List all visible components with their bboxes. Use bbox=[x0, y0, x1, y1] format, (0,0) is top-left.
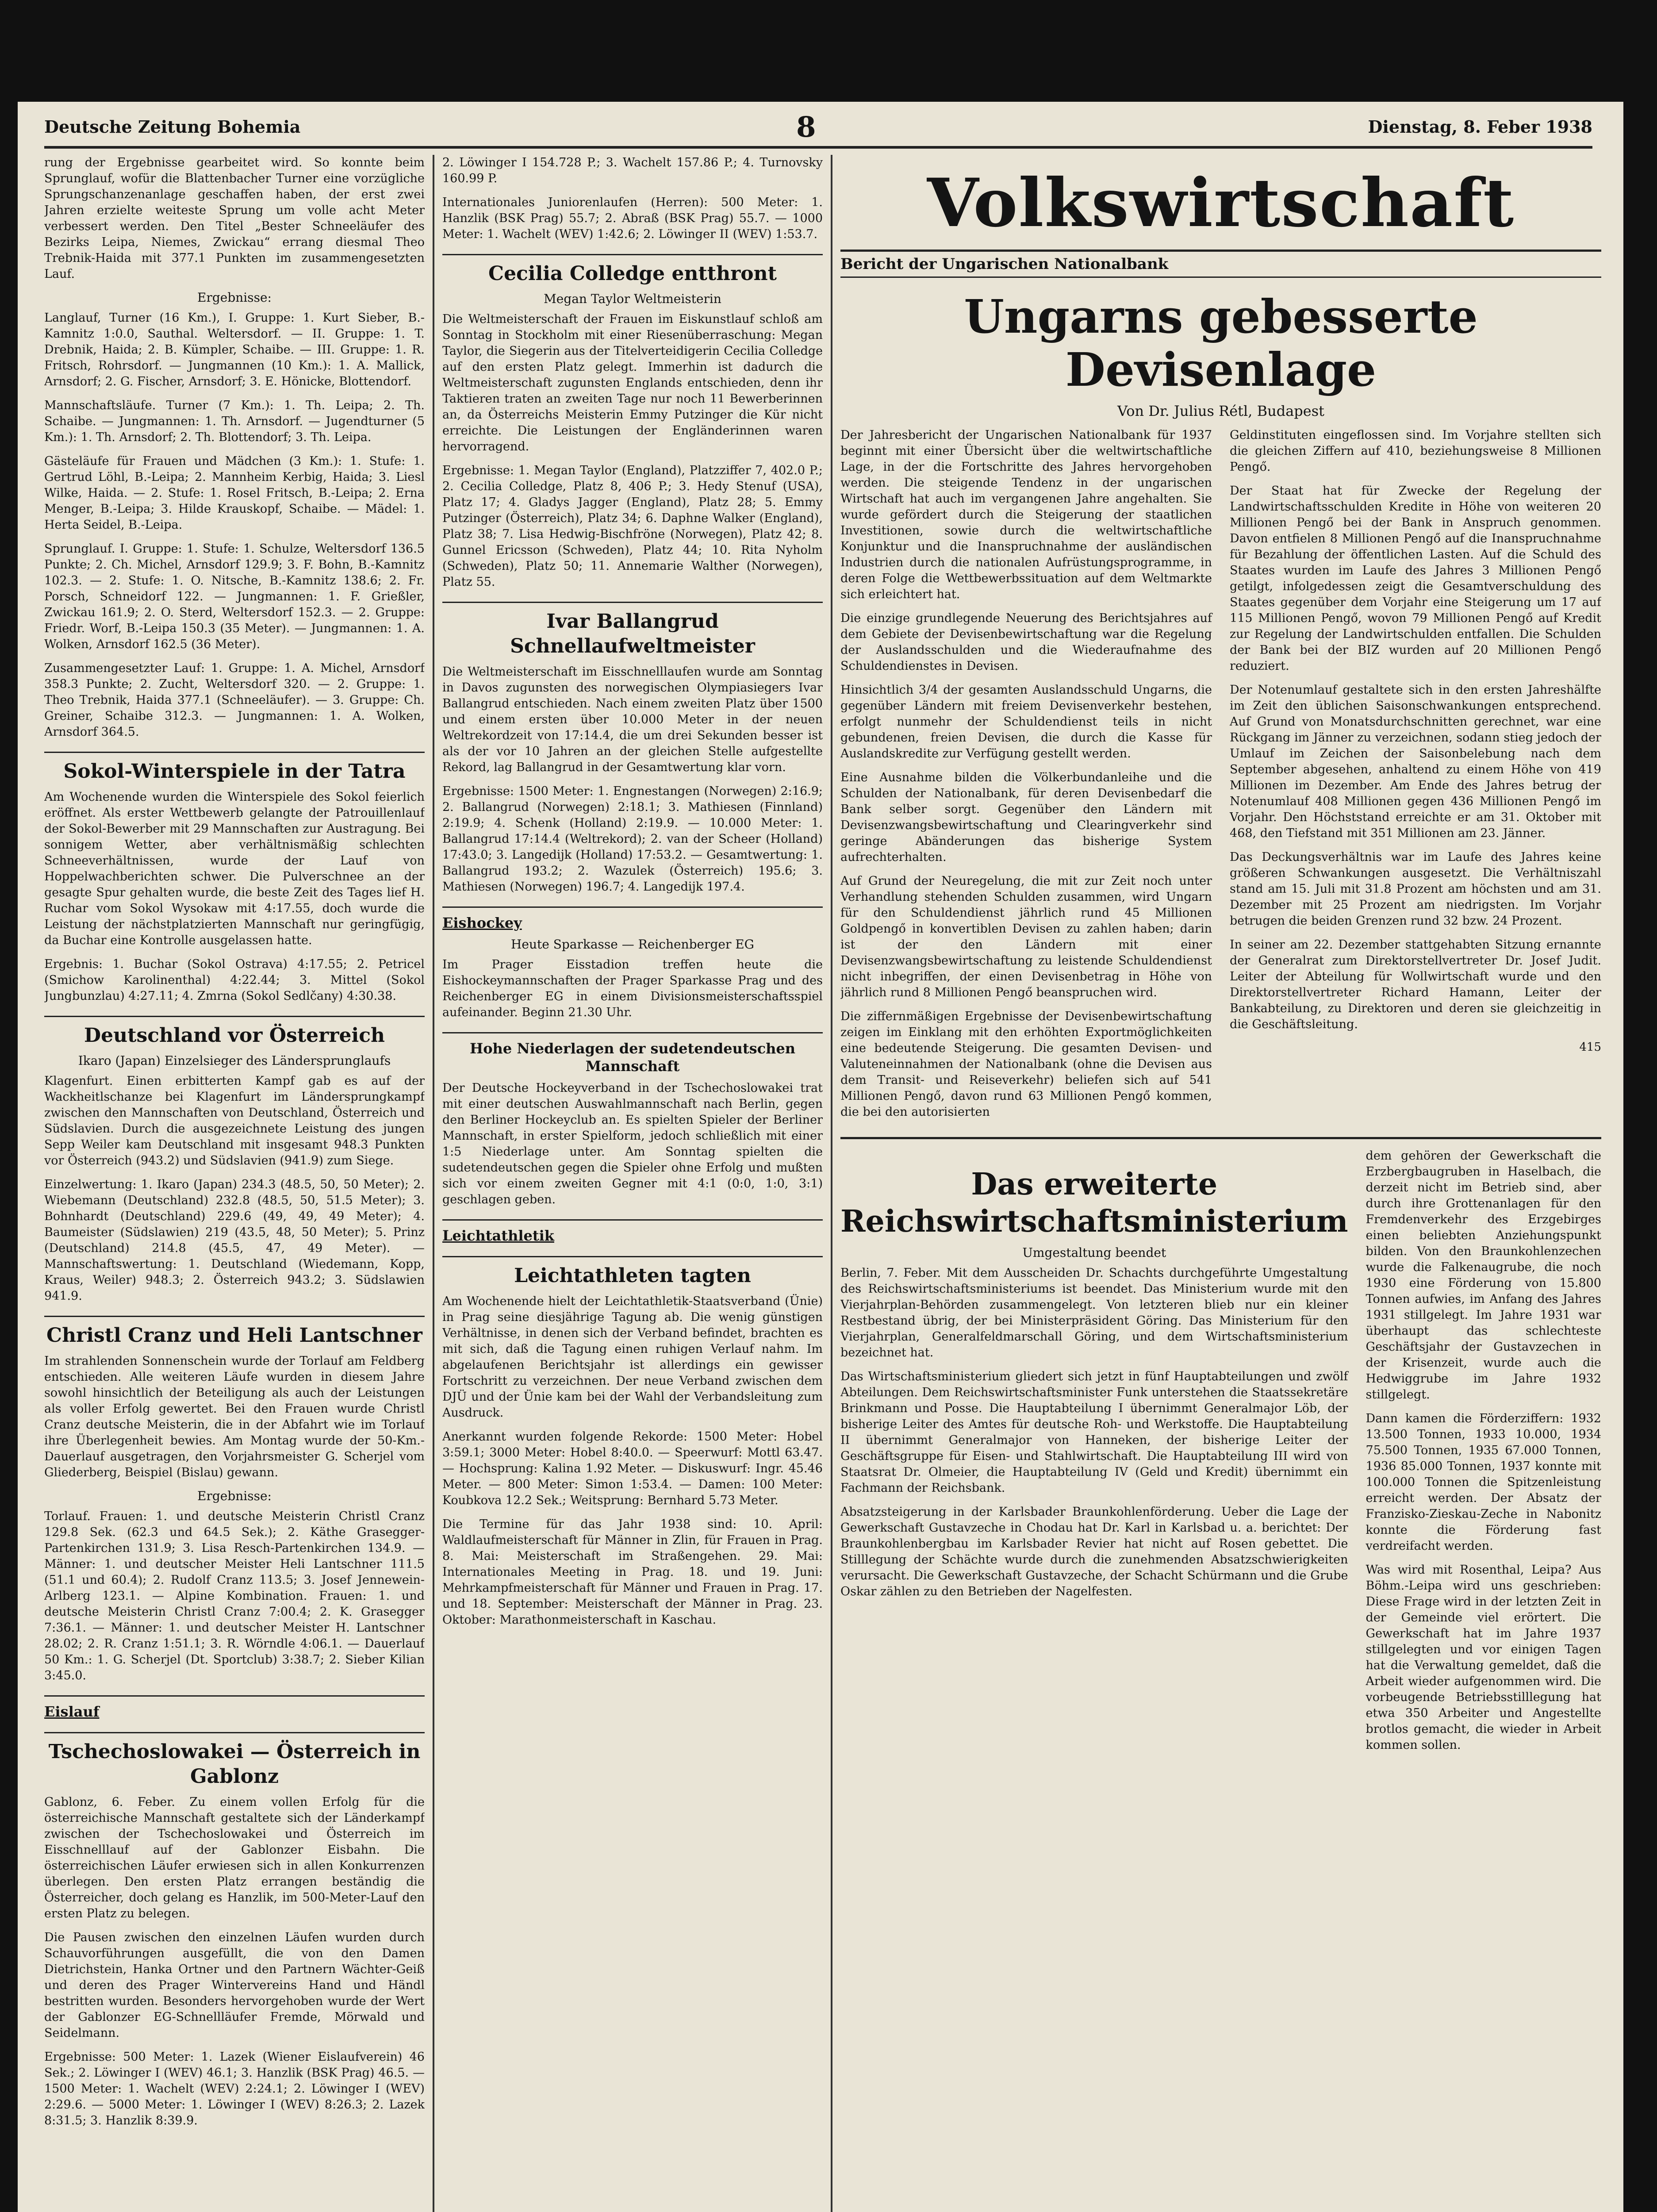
subheadline: Ikaro (Japan) Einzelsieger des Ländersprunglaufs bbox=[78, 1053, 391, 1068]
article-body-ungarn bbox=[840, 427, 1601, 1128]
kicker-line: Bericht der Ungarischen Nationalbank bbox=[840, 250, 1601, 278]
article-reichswirtschaft bbox=[840, 1148, 1601, 1761]
article-paragraph: dem gehören der Gewerkschaft die Erzbergbaugruben in Haselbach, die derzeit nicht im Betrieb sind, aber durch ihre Grottenanlagen für den Fremdenverkehr des Erzgebirges einen beliebten Anziehungspunkt bilden. Von den Braunkohlenzechen wurde die Falkenaugrube, die noch 1930 eine Förderung von 15.800 Tonnen aufwies, im Anfang des Jahres 1931 stillgelegt. Im Jahre 1931 war überhaupt das schlechteste Geschäftsjahr der Gustavzechen in der Krisenzeit, wurde auch die Hedwiggrube im Jahre 1932 stillgelegt. bbox=[1365, 1149, 1601, 1402]
article-paragraph: Die einzige grundlegende Neuerung des Berichtsjahres auf dem Gebiete der Devisenbewirtschaftung war die Regelung der Auslandsschulden und die Wiederaufnahme des Schuldendienstes in Devisen. bbox=[840, 611, 1212, 673]
newspaper-page bbox=[18, 102, 1623, 2212]
issue-date: Dienstag, 8. Feber 1938 bbox=[1368, 117, 1592, 137]
results-text: Anerkannt wurden folgende Rekorde: 1500 Meter: Hobel 3:59.1; 3000 Meter: Hobel 8:40.0. — Speerwurf: Mottl 63.47. — Hochsprung: Kalina 1.92 Meter. — Diskuswurf: Ingr. 45.46 Meter. — 800 Meter: Simon 1:53.4. — Damen: 100 Meter: Koubkova 12.2 Sek.; Weitsprung: Bernhard 5.73 Meter. bbox=[442, 1430, 823, 1507]
results-text: Gästeläufe für Frauen und Mädchen (3 Km.): 1. Stufe: 1. Gertrud Löhl, B.-Leipa; 2. Mannheim Kerbig, Haida; 3. Liesl Wilke, Haida. — 2. Stufe: 1. Rosel Fritsch, B.-Leipa; 2. Erna Menger, B.-Leipa; 3. Hilde Krauskopf, Schaibe. — Mädel: 1. Herta Seidel, B.-Leipa. bbox=[44, 454, 425, 532]
section-rule bbox=[840, 1137, 1601, 1139]
article-left-column bbox=[840, 427, 1212, 1128]
article-paragraph: Das Deckungsverhältnis war im Laufe des Jahres keine größeren Schwankungen ausgesetzt. Die Verhältniszahl stand am 15. Juli mit 31.8 Prozent am höchsten und am 31. Dezember mit 25 Prozent am niedrigsten. Im Vorjahr betrugen die beiden Grenzen rund 32 bzw. 24 Prozent. bbox=[1230, 850, 1601, 928]
article-text: rung der Ergebnisse gearbeitet wird. So konnte beim Sprunglauf, wofür die Blattenbacher Turner eine vorzügliche Sprungschanzenanlage geschaffen haben, der erst zwei Jahren erzielte weiteste Sprung um volle acht Meter verbessert werden. Den Titel „Bester Schneeläufer des Bezirks Leipa, Niemes, Zwickau“ errang diesmal Theo Trebnik-Haida mit 377.1 Punkten im zusammengesetzten Lauf. bbox=[44, 156, 425, 281]
article-text: Am Wochenende hielt der Leichtathletik-Staatsverband (Ünie) in Prag seine diesjährige Tagung ab. Die wenig günstigen Verhältnisse, in denen sich der Verband befindet, brachten es mit sich, daß die Tagung einen ruhigen Verlauf nahm. Im abgelaufenen Berichtsjahr ist allerdings ein gewisser Fortschritt zu verzeichnen. Der neue Verband zwischen dem DJÜ und der Ünie kam bei der Wahl der Verbandsleitung zum Ausdruck. bbox=[442, 1294, 823, 1420]
results-text: 2. Löwinger I 154.728 P.; 3. Wachelt 157.86 P.; 4. Turnovsky 160.99 P. bbox=[442, 156, 823, 185]
headline-cranz: Christl Cranz und Heli Lantschner bbox=[44, 1316, 425, 1348]
column-rule bbox=[433, 155, 434, 2212]
column-economy bbox=[840, 155, 1601, 2212]
article-text: Die Weltmeisterschaft der Frauen im Eiskunstlauf schloß am Sonntag in Stockholm mit einer Riesenüberraschung: Megan Taylor, die Siegerin aus der Titelverteidigerin Cecilia Colledge auf den ersten Platz gelegt. Immerhin ist dadurch die Weltmeisterschaft zugunsten Englands entschieden, denn ihr Taktieren traten an zweiten Tage nur noch 11 Bewerberinnen an, da Österreichs Meisterin Emmy Putzinger die Kür nicht erreichte. Die Leistungen der Engländerinnen waren hervorragend. bbox=[442, 312, 823, 453]
column-1 bbox=[44, 155, 425, 2212]
article-text: Gablonz, 6. Feber. Zu einem vollen Erfolg für die österreichische Mannschaft gestaltete sich der Länderkampf zwischen der Tschechoslowakei und Österreich im Eisschnelllauf auf der Gablonzer Eisbahn. Die österreichischen Läufer erwiesen sich in allen Konkurrenzen überlegen. Den ersten Platz errangen beständig die Österreicher, doch gelang es Hanzlik, im 500-Meter-Lauf den ersten Platz zu belegen. bbox=[44, 1795, 425, 1920]
column-2 bbox=[442, 155, 823, 2212]
section-eislauf: Eislauf bbox=[44, 1695, 425, 1720]
results-text: Torlauf. Frauen: 1. und deutsche Meisterin Christl Cranz 129.8 Sek. (62.3 und 64.5 Sek.); 2. Käthe Grasegger-Partenkirchen 131.9; 3. Lisa Resch-Partenkirchen 134.9. — Männer: 1. und deutscher Meister Heli Lantschner 111.5 (51.1 und 60.4); 2. Rudolf Cranz 113.5; 3. Josef Jennewein-Arlberg 123.1. — Alpine Kombination. Frauen: 1. und deutsche Meisterin Christl Cranz 7:00.4; 2. K. Grasegger 7:36.1. — Männer: 1. und deutscher Meister H. Lantschner 28.02; 2. R. Cranz 1:51.1; 3. R. Wörndle 4:06.1. — Dauerlauf 50 Km.: 1. G. Scherjel (Dt. Sportclub) 3:38.7; 2. Sieber Kilian 3:45.0. bbox=[44, 1509, 425, 1682]
subheadline: Heute Sparkasse — Reichenberger EG bbox=[510, 937, 755, 952]
article-text: Die Weltmeisterschaft im Eisschnelllaufen wurde am Sonntag in Davos zugunsten des norwegischen Olympiasiegers Ivar Ballangrud entschieden. Nach einem zweiten Platz über 1500 und einem ersten über 10.000 Meter in der neuen Weltrekordzeit von 17:14.4, die um drei Sekunden besser ist als der vor 10 Jahren an der gleichen Stelle aufgestellte Rekord, lag Ballangrud in der Gesamtwertung klar vorn. bbox=[442, 665, 823, 774]
results-text: Ergebnisse: 1500 Meter: 1. Engnestangen (Norwegen) 2:16.9; 2. Ballangrud (Norwegen) 2:18.1; 3. Mathiesen (Finnland) 2:19.9; 4. Schenk (Holland) 2:19.9. — 10.000 Meter: 1. Ballangrud 17:14.4 (Weltrekord); 2. van der Scheer (Holland) 17:43.0; 3. Langedijk (Holland) 17:53.2. — Gesamtwertung: 1. Ballangrud 193.2; 2. Wazulek (Österreich) 195.6; 3. Mathiesen (Norwegen) 196.7; 4. Langedijk 197.4. bbox=[442, 784, 823, 894]
article-text: Im Prager Eisstadion treffen heute die Eishockeymannschaften der Prager Sparkasse Prag und des Reichenberger EG in einem Divisionsmeisterschaftsspiel aufeinander. Beginn 21.30 Uhr. bbox=[442, 958, 823, 1019]
article-paragraph: Der Notenumlauf gestaltete sich in den ersten Jahreshälfte im Zeit den üblichen Saisonschwankungen entsprechend. Auf Grund von Monatsdurchschnitten gerechnet, war eine Rückgang im Jänner zu verzeichnen, sodann stieg jedoch der Umlauf im Zeichen der Saisonbelebung nach dem September abgesehen, anhaltend zu einem Höhe von 419 Millionen im Dezember. Am Ende des Jahres betrug der Notenumlauf 408 Millionen gegen 436 Millionen Pengő im Vorjahr. Den Höchststand erreichte er am 31. Oktober mit 468, den Tiefstand mit 351 Millionen am 23. Jänner. bbox=[1230, 683, 1601, 840]
section-leichtathletik: Leichtathletik bbox=[442, 1219, 823, 1244]
article-paragraph: Hinsichtlich 3/4 der gesamten Auslandsschuld Ungarns, die gegenüber Ländern mit freiem Devisenverkehr bestehen, erfolgt nunmehr der Schuldendienst teils in nicht gebundenen, freien Devisen, die durch die Kasse für Auslandskredite zur Verfügung gestellt werden. bbox=[840, 683, 1212, 760]
byline: Von Dr. Julius Rétl, Budapest bbox=[1117, 403, 1324, 419]
headline-cecilia: Cecilia Colledge entthront bbox=[442, 254, 823, 286]
article-left-column bbox=[840, 1148, 1348, 1761]
headline-ungarn: Ungarns gebesserte Devisenlage bbox=[964, 289, 1478, 397]
running-header bbox=[44, 111, 1592, 149]
headline-reichswirtschaftsministerium: Das erweiterte Reichswirtschaftsministerium bbox=[840, 1167, 1348, 1239]
article-text: Die Termine für das Jahr 1938 sind: 10. April: Waldlaufmeisterschaft für Männer in Zlin, für Frauen in Prag. 8. Mai: Meisterschaft im Straßengehen. 29. Mai: Internationales Meeting in Prag. 18. und 19. Juni: Mehrkampfmeisterschaft für Männer und Frauen in Prag. 17. und 18. September: Meisterschaft der Männer in Prag. 23. Oktober: Marathonmeisterschaft in Kaschau. bbox=[442, 1517, 823, 1627]
results-text: Zusammengesetzter Lauf: 1. Gruppe: 1. A. Michel, Arnsdorf 358.3 Punkte; 2. Zucht, Weltersdorf 320. — 2. Gruppe: 1. Theo Trebnik, Haida 377.1 (Schneeläufer). — 3. Gruppe: Ch. Greiner, Schaibe 312.3. — Jungmannen: 1. A. Wolken, Arnsdorf 364.5. bbox=[44, 661, 425, 739]
results-label: Ergebnisse: bbox=[197, 1489, 272, 1503]
column-rule bbox=[831, 155, 832, 2212]
article-paragraph: Eine Ausnahme bilden die Völkerbundanleihe und die Schulden der Nationalbank, für deren Devisenbedarf die Bank selber sorgt. Gegenüber den Ländern mit Devisenzwangsbewirtschaftung und Clearingverkehr sind geringe Abänderungen das bisherige System aufrechterhalten. bbox=[840, 771, 1212, 864]
article-paragraph: Der Jahresbericht der Ungarischen Nationalbank für 1937 beginnt mit einer Übersicht über die weltwirtschaftliche Lage, in der die Fortschritte des Jahres hervorgehoben werden. Die steigende Tendenz in der ungarischen Wirtschaft hat auch im vergangenen Jahre angehalten. Sie wurde gefördert durch die Steigerung der staatlichen Investitionen, sowie durch die weltwirtschaftliche Konjunktur und die Inanspruchnahme der ausländischen Industrien durch die nationalen Aufrüstungsprogramme, in deren Folge die Wettbewerbssituation auf dem Weltmarkte sich erleichtert hat. bbox=[840, 428, 1212, 601]
headline-tschechoslowakei: Tschechoslowakei — Österreich in Gablonz bbox=[44, 1732, 425, 1789]
results-text: Ergebnisse: 500 Meter: 1. Lazek (Wiener Eislaufverein) 46 Sek.; 2. Löwinger I (WEV) 46.1; 3. Hanzlik (BSK Prag) 46.5. — 1500 Meter: 1. Wachelt (WEV) 2:24.1; 2. Löwinger I (WEV) 2:29.6. — 5000 Meter: 1. Löwinger I (WEV) 8:26.3; 2. Lazek 8:31.5; 3. Hanzlik 8:39.9. bbox=[44, 2050, 425, 2128]
headline-hohe-niederlagen: Hohe Niederlagen der sudetendeutschen Mannschaft bbox=[442, 1032, 823, 1075]
results-label: Ergebnisse: bbox=[197, 290, 272, 305]
article-paragraph: Die ziffernmäßigen Ergebnisse der Devisenbewirtschaftung zeigen im Einklang mit den erhöhten Exportmöglichkeiten eine bedeutende Steigerung. Die gesamten Devisen- und Valuteneinnahmen der Nationalbank (ohne die Devisen aus dem Transit- und Reiseverkehr) beliefen sich auf 541 Millionen Pengő, davon rund 63 Millionen Pengő kommen, die bei den autorisierten bbox=[840, 1010, 1212, 1119]
article-text: Die Pausen zwischen den einzelnen Läufen wurden durch Schauvorführungen ausgefüllt, die von den Damen Dietrichstein, Hanka Ortner und den Partnern Wächter-Geiß und deren des Prager Wintervereins Hand und Händl bestritten wurden. Besonders hervorgehoben wurde der Wert der Gablonzer EG-Schnellläufer Fremde, Mörwald und Seidelmann. bbox=[44, 1931, 425, 2040]
masthead-name: Deutsche Zeitung Bohemia bbox=[44, 117, 301, 137]
article-number: 415 bbox=[1579, 1041, 1601, 1054]
subheadline: Megan Taylor Weltmeisterin bbox=[544, 292, 721, 306]
page-number: 8 bbox=[796, 111, 816, 144]
article-paragraph: Das Wirtschaftsministerium gliedert sich jetzt in fünf Hauptabteilungen und zwölf Abteilungen. Dem Reichswirtschaftsminister Funk unterstehen die Staatssekretäre Brinkmann und Posse. Die Hauptabteilung I übernimmt Generalmajor Löb, der bisherige Leiter des Amtes für deutsche Roh- und Werkstoffe. Die Hauptabteilung II übernimmt Generalmajor von Hanneken, der bisherige Leiter der Geschäftsgruppe für Eisen- und Stahlwirtschaft. Die Hauptabteilung III wird von Staatsrat Dr. Olmeier, die Hauptabteilung IV (Geld und Kredit) übernimmt ein Fachmann der Reichsbank. bbox=[840, 1370, 1348, 1495]
section-eishockey: Eishockey bbox=[442, 906, 823, 932]
headline-leichtathleten: Leichtathleten tagten bbox=[442, 1256, 823, 1288]
article-right-column bbox=[1230, 427, 1601, 1128]
article-paragraph: Auf Grund der Neuregelung, die mit zur Zeit noch unter Verhandlung stehenden Schulden zusammen, wird Ungarn für den Schuldendienst jährlich rund 45 Millionen Goldpengő in konvertiblen Devisen zu zahlen haben; darin ist der den Ländern mit einer Devisenzwangsbewirtschaftung zu leistende Schuldendienst nicht inbegriffen, der einen Devisenbetrag in Höhe von jährlich rund 8 Millionen Pengő beanspruchen wird. bbox=[840, 874, 1212, 999]
article-paragraph: Geldinstituten eingeflossen sind. Im Vorjahre stellten sich die gleichen Ziffern auf 410, beziehungsweise 8 Millionen Pengő. bbox=[1230, 428, 1601, 474]
article-text: Im strahlenden Sonnenschein wurde der Torlauf am Feldberg entschieden. Alle weiteren Läufe wurden in diesem Jahre sowohl hinsichtlich der Beteiligung als auch der Leistungen als voller Erfolg gewertet. Bei den Frauen wurde Christl Cranz deutsche Meisterin, die in der Abfahrt wie im Torlauf ihre Überlegenheit bewies. Am Montag wurde der 50-Km.-Dauerlauf ausgetragen, den Vorjahrsmeister G. Scherjel vom Gliederberg, Beispiel (Bislau) gewann. bbox=[44, 1354, 425, 1479]
results-text: Ergebnisse: 1. Megan Taylor (England), Platzziffer 7, 402.0 P.; 2. Cecilia Colledge, Platz 8, 406 P.; 3. Hedy Stenuf (USA), Platz 17; 4. Gladys Jagger (England), Platz 28; 5. Emmy Putzinger (Österreich), Platz 34; 6. Daphne Walker (England), Platz 38; 7. Lisa Hedwig-Bischfröne (Norwegen), Platz 42; 8. Gunnel Ericsson (Schweden), Platz 44; 10. Rita Nyholm (Schweden), Platz 50; 11. Annemarie Walther (Norwegen), Platz 55. bbox=[442, 464, 823, 589]
article-paragraph: Berlin, 7. Feber. Mit dem Ausscheiden Dr. Schachts durchgeführte Umgestaltung des Reichswirtschaftsministeriums ist beendet. Das Ministerium wurde mit den Vierjahrplan-Behörden zusammengelegt. Von letzteren blieb nur ein kleiner Restbestand übrig, der bei Ministerpräsident Göring. Das Ministerium für den Vierjahrplan, Generalfeldmarschall Göring, und dem Wirtschaftsministerium bezeichnet hat. bbox=[840, 1266, 1348, 1359]
results-text: Sprunglauf. I. Gruppe: 1. Stufe: 1. Schulze, Weltersdorf 136.5 Punkte; 2. Ch. Michel, Arnsdorf 129.9; 3. F. Bohn, B.-Kamnitz 102.3. — 2. Stufe: 1. O. Nitsche, B.-Kamnitz 138.6; 2. Fr. Porsch, Schneidorf 122. — Jungmannen: 1. F. Grießler, Zwickau 161.9; 2. O. Sterd, Weltersdorf 152.3. — 2. Gruppe: Friedr. Worf, B.-Leipa 150.3 (35 Meter). — Jungmannen: 1. A. Wolken, Arnsdorf 162.5 (36 Meter). bbox=[44, 542, 425, 651]
article-paragraph: Was wird mit Rosenthal, Leipa? Aus Böhm.-Leipa wird uns geschrieben: Diese Frage wird in der letzten Zeit in der Gemeinde viel erörtert. Die Gewerkschaft hat im Jahre 1937 stillgelegten und vor einigen Tagen hat die Verwaltung gemeldet, daß die Arbeit wieder aufgenommen wird. Die vorbeugende Betriebsstilllegung hat etwa 350 Arbeiter und Angestellte brotlos gemacht, die wieder in Arbeit kommen sollen. bbox=[1365, 1563, 1601, 1752]
section-volkswirtschaft: Volkswirtschaft bbox=[927, 164, 1515, 242]
subheadline: Umgestaltung beendet bbox=[1022, 1245, 1166, 1260]
headline-ballangrud: Ivar Ballangrud Schnellaufweltmeister bbox=[442, 602, 823, 659]
article-text: Am Wochenende wurden die Winterspiele des Sokol feierlich eröffnet. Als erster Wettbewerb gelangte der Patrouillenlauf der Sokol-Bewerber mit 29 Mannschaften zur Austragung. Bei sonnigem Wetter, aber verhältnismäßig schlechten Schneeverhältnissen, wurde der Lauf von Hoppelwachberichten schwer. Die Pulverschnee an der gesagte Spur gehalten wurde, die beste Zeit des Tages lief H. Ruchar vom Sokol Wysokaw mit 4:17.55, doch wurde die Leistung der nächstplatzierten Mannschaft nur geringfügig, da Buchar eine Kontrolle ausgelassen hatte. bbox=[44, 790, 425, 947]
headline-deutschland-oesterreich: Deutschland vor Österreich bbox=[44, 1016, 425, 1048]
results-text: Mannschaftsläufe. Turner (7 Km.): 1. Th. Leipa; 2. Th. Schaibe. — Jungmannen: 1. Th. Arnsdorf. — Jugendturner (5 Km.): 1. Th. Arnsdorf; 2. Th. Blottendorf; 3. Th. Leipa. bbox=[44, 399, 425, 444]
article-text: Klagenfurt. Einen erbitterten Kampf gab es auf der Wackheitlschanze bei Klagenfurt im Ländersprungkampf zwischen den Mannschaften von Deutschland, Österreich und Südslavien. Durch die ausgezeichnete Leistung des jungen Sepp Weiler kam Deutschland mit insgesamt 948.3 Punkten vor Österreich (943.2) und Südslavien (941.9) zum Siege. bbox=[44, 1074, 425, 1167]
results-text: Einzelwertung: 1. Ikaro (Japan) 234.3 (48.5, 50, 50 Meter); 2. Wiebemann (Deutschland) 232.8 (48.5, 50, 51.5 Meter); 3. Bohnhardt (Deutschland) 229.6 (49, 49, 49 Meter); 4. Baumeister (Südslawien) 219 (43.5, 48, 50 Meter); 5. Prinz (Deutschland) 214.8 (45.5, 47, 49 Meter). — Mannschaftswertung: 1. Deutschland (Wiedemann, Kopp, Kraus, Weiler) 948.3; 2. Österreich 943.2; 3. Südslawien 941.9. bbox=[44, 1178, 425, 1303]
headline-sokol: Sokol-Winterspiele in der Tatra bbox=[44, 752, 425, 784]
results-text: Langlauf, Turner (16 Km.), I. Gruppe: 1. Kurt Sieber, B.-Kamnitz 1:0.0, Sauthal. Weltersdorf. — II. Gruppe: 1. T. Drebnik, Haida; 2. B. Kümpler, Schaibe. — III. Gruppe: 1. R. Fritsch, Rohrsdorf. — Jungmannen (10 Km.): 1. A. Mallick, Arnsdorf; 2. G. Fischer, Arnsdorf; 3. E. Hönicke, Blottendorf. bbox=[44, 311, 425, 388]
article-paragraph: In seiner am 22. Dezember stattgehabten Sitzung ernannte der Generalrat zum Direktorstellvertreter Dr. Josef Judit. Leiter der Abteilung für Wollwirtschaft wurde und den Direktorstellvertreter Richard Hamann, Leiter der Bankabteilung, zu Direktoren und deren sie gleichzeitig in die Geschäftsleitung. bbox=[1230, 938, 1601, 1031]
article-paragraph: Absatzsteigerung in der Karlsbader Braunkohlenförderung. Ueber die Lage der Gewerkschaft Gustavzeche in Chodau hat Dr. Karl in Karlsbad u. a. berichtet: Der Braunkohlenbergbau im Karlsbader Revier hat nicht auf Rosen gebettet. Die Stilllegung der Schächte wurde durch die zunehmenden Absatzschwierigkeiten verursacht. Die Gewerkschaft Gustavzeche, der Schacht Schürmann und die Grube Oskar zählen zu den Betrieben der Nagelfesten. bbox=[840, 1505, 1348, 1598]
results-text: Internationales Juniorenlaufen (Herren): 500 Meter: 1. Hanzlik (BSK Prag) 55.7; 2. Abraß (BSK Prag) 55.7. — 1000 Meter: 1. Wachelt (WEV) 1:42.6; 2. Löwinger II (WEV) 1:53.7. bbox=[442, 196, 823, 241]
article-paragraph: Der Staat hat für Zwecke der Regelung der Landwirtschaftsschulden Kredite in Höhe von weiteren 20 Millionen Pengő bei der Bank in Anspruch genommen. Davon entfielen 8 Millionen Pengő auf die Inanspruchnahme für Bezahlung der öffentlichen Lasten. Auf die Schuld des Staates wurden im Laufe des Jahres 3 Millionen Pengő getilgt, infolgedessen zeigt die Gesamtverschuldung des Staates gegenüber dem Vorjahr eine Steigerung um 17 auf 115 Millionen Pengő, wovon 79 Millionen Pengő auf Kredit zur Regelung der Landwirtschulden entfallen. Die Schulden der Bank bei der BIZ wurden auf 20 Millionen Pengő reduziert. bbox=[1230, 484, 1601, 673]
article-text: Der Deutsche Hockeyverband in der Tschechoslowakei trat mit einer deutschen Auswahlmannschaft nach Berlin, gegen den Berliner Hockeyclub an. Es spielten Spieler der Berliner Mannschaft, in erster Spielform, jedoch schließlich mit einer 1:5 Niederlage unter. Am Sonntag spielten die sudetendeutschen gegen die Spieler ohne Erfolg und mußten sich vor einem zweiten Gegner mit 4:1 (0:0, 1:0, 3:1) geschlagen geben. bbox=[442, 1081, 823, 1206]
results-text: Ergebnis: 1. Buchar (Sokol Ostrava) 4:17.55; 2. Petricel (Smichow Karolinenthal) 4:22.44; 3. Mittel (Sokol Jungbunzlau) 4:27.11; 4. Zmrna (Sokol Sedlčany) 4:30.38. bbox=[44, 957, 425, 1003]
article-right-column bbox=[1366, 1148, 1601, 1761]
article-paragraph: Dann kamen die Förderziffern: 1932 13.500 Tonnen, 1933 10.000, 1934 75.500 Tonnen, 1935 67.000 Tonnen, 1936 85.000 Tonnen, 1937 konnte mit 100.000 Tonnen die Spitzenleistung erreicht werden. Der Absatz der Franzisko-Zieskau-Zeche in Nabonitz konnte die Förderung fast verdreifacht werden. bbox=[1365, 1412, 1601, 1553]
